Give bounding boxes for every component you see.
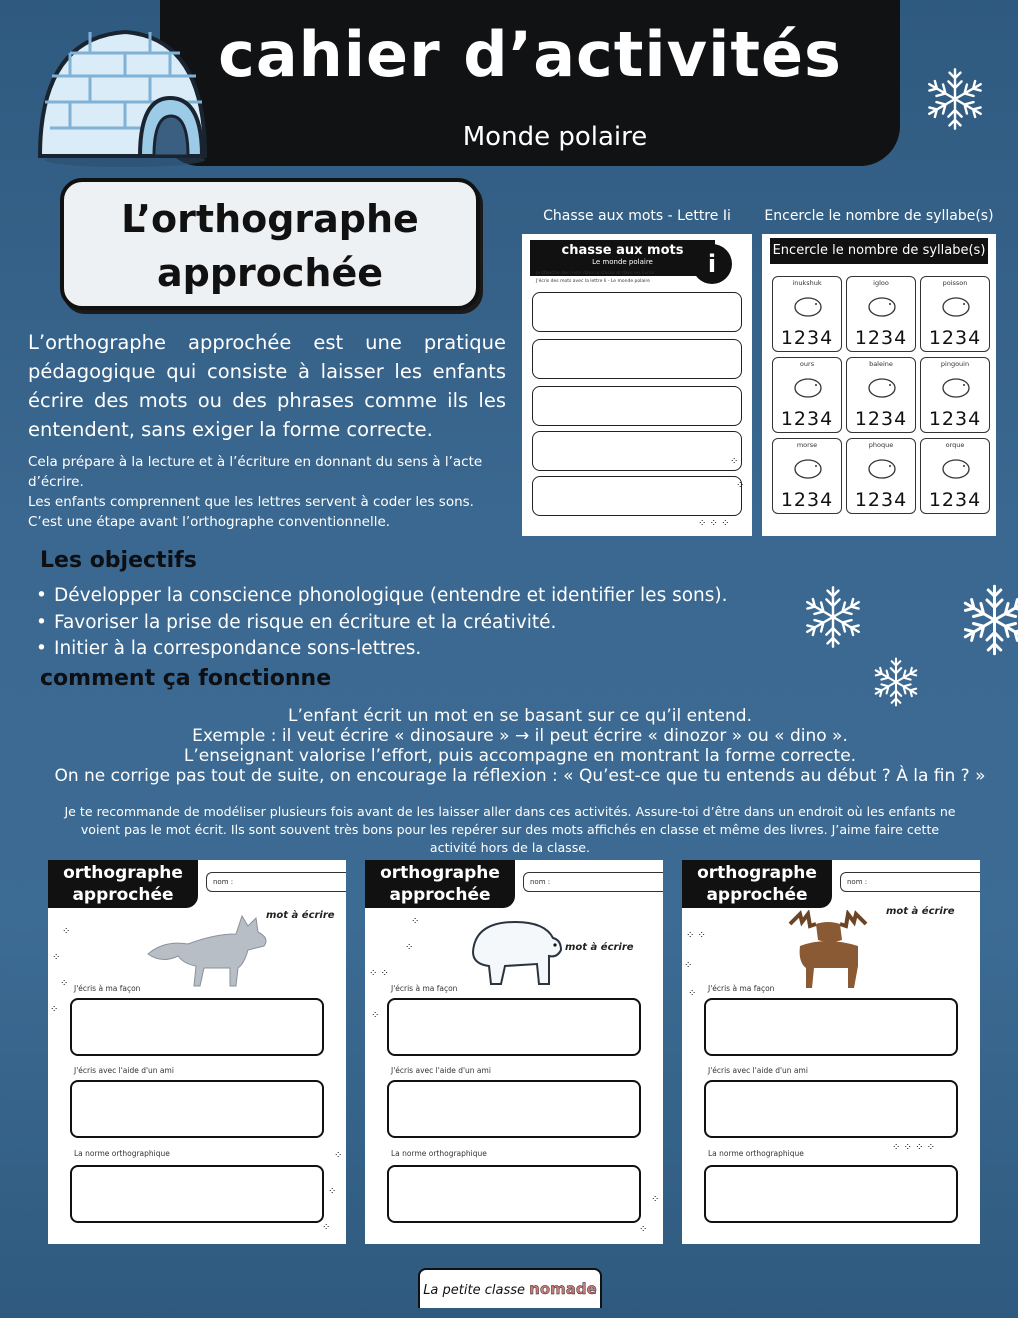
syllable-numbers: 1234 [780, 489, 834, 511]
objective-item: • Développer la conscience phonologique (entendre et identifier les sons). [36, 583, 756, 610]
animal-picture-icon [865, 290, 899, 320]
paw-print-icon: ⁘ [639, 1224, 648, 1235]
syllable-card [846, 438, 916, 514]
intro-detail-2: Les enfants comprennent que les lettres servent à coder les sons. [28, 494, 474, 510]
preview-letter-icon: i [692, 244, 732, 284]
preview-mots-box [532, 386, 742, 426]
recommendation-text: Je te recommande de modéliser plusieurs fois avant de les laisser aller dans ces activités. Assure-toi d’être dans un endroit où les enfants ne voient pas le mot écrit. Ils sont souvent très bons pour les repérer sur des mots affichés en classe et même des livres. J’aime faire cette activité hors de la classe. [64, 804, 956, 855]
animal-picture-icon [939, 371, 973, 401]
paw-print-icon: ⁘ [62, 926, 71, 937]
preview-label-syllabes: Encercle le nombre de syllabe(s) [764, 208, 994, 224]
paw-print-icon: ⁘ ⁘ [686, 930, 706, 941]
syllable-card-word: igloo [873, 279, 889, 287]
worksheet-label-3: La norme orthographique [708, 1149, 804, 1158]
animal-picture-icon [939, 452, 973, 482]
paw-print-icon: ⁘ ⁘ ⁘ [698, 518, 730, 529]
syllable-card [772, 276, 842, 352]
worksheet-answer-box [704, 1080, 958, 1138]
snowflake-icon [946, 570, 1018, 670]
worksheet-title [48, 860, 198, 908]
worksheet-title-1: orthographe [697, 863, 817, 883]
syllable-card [772, 357, 842, 433]
worksheet-answer-box [70, 998, 324, 1056]
preview-mots-instr-2: J'écris des mots avec la lettre Ii - Le monde polaire [536, 279, 650, 284]
polar-bear-icon [465, 912, 565, 988]
worksheet-label-2: J'écris avec l'aide d'un ami [708, 1066, 808, 1075]
syllable-card [920, 276, 990, 352]
page-subtitle: Monde polaire [462, 122, 648, 152]
syllable-numbers: 1234 [854, 327, 908, 349]
animal-picture-icon [865, 452, 899, 482]
paw-print-icon: ⁘ [328, 1186, 337, 1197]
syllable-card-word: phoque [868, 441, 894, 449]
animal-picture-icon [865, 371, 899, 401]
preview-mots-instructions [536, 270, 654, 286]
syllable-card-word: orque [945, 441, 965, 449]
syllable-numbers: 1234 [928, 489, 982, 511]
how-line-1: L’enfant écrit un mot en se basant sur ce qu’il entend. [288, 706, 752, 726]
worksheet-title-2: approchée [706, 885, 808, 905]
paw-print-icon: ⁘ [730, 456, 739, 467]
intro-details [28, 452, 518, 532]
paw-print-icon: ⁘ ⁘ ⁘ ⁘ [892, 1142, 936, 1153]
paw-print-icon: ⁘ [688, 988, 697, 999]
worksheet-answer-box [70, 1080, 324, 1138]
worksheet-answer-box [704, 1165, 958, 1223]
preview-mots-box [532, 431, 742, 471]
intro-detail-1: Cela prépare à la lecture et à l’écriture en donnant du sens à l’acte d’écrire. [28, 454, 483, 490]
moose-icon [786, 910, 870, 990]
syllable-card [772, 438, 842, 514]
animal-picture-icon [791, 452, 825, 482]
footer-brand-prefix: La petite classe [423, 1283, 525, 1298]
how-line-2: Exemple : il veut écrire « dinosaure » → il peut écrire « dinozor » ou « dino ». [192, 726, 848, 746]
page-title: cahier d’activités [218, 18, 842, 91]
syllable-numbers: 1234 [928, 408, 982, 430]
syllable-numbers: 1234 [854, 489, 908, 511]
objectives-list [36, 583, 756, 663]
how-line-3: L’enseignant valorise l’effort, puis accompagne en montrant la forme correcte. [183, 746, 857, 766]
animal-picture-icon [939, 290, 973, 320]
preview-mots-box [532, 476, 745, 516]
paw-print-icon: ⁘ [651, 1194, 660, 1205]
preview-syllabes [762, 234, 996, 536]
preview-mots-title: chasse aux mots [561, 243, 684, 258]
worksheet-answer-box [387, 1165, 641, 1223]
preview-mots-box [532, 292, 742, 332]
topic-title-box [60, 178, 480, 310]
worksheet-fox [48, 860, 346, 1244]
paw-print-icon: ⁘ [60, 978, 69, 989]
syllable-card-word: ours [799, 360, 815, 368]
fox-icon [144, 904, 274, 988]
worksheet-title-1: orthographe [380, 863, 500, 883]
worksheet-label-1: J'écris à ma façon [391, 984, 458, 993]
paw-print-icon: ⁘ [405, 942, 414, 953]
worksheet-title-2: approchée [389, 885, 491, 905]
objective-item: • Favoriser la prise de risque en écriture et la créativité. [36, 610, 756, 637]
preview-syl-header: Encercle le nombre de syllabe(s) [770, 238, 988, 264]
worksheet-answer-box [387, 1080, 641, 1138]
worksheet-answer-box [704, 998, 958, 1056]
topic-title-line2: approchée [156, 251, 383, 295]
worksheet-name-field: nom : [206, 872, 346, 892]
snowflake-icon [922, 66, 988, 132]
animal-picture-icon [791, 371, 825, 401]
worksheet-label-2: J'écris avec l'aide d'un ami [74, 1066, 174, 1075]
worksheet-label-2: J'écris avec l'aide d'un ami [391, 1066, 491, 1075]
syllable-card-word: poisson [942, 279, 968, 287]
objectives-heading: Les objectifs [40, 548, 197, 573]
intro-paragraph: L’orthographe approchée est une pratique pédagogique qui consiste à laisser les enfants écrire des mots ou des phrases comme ils les entendent, sans exiger la forme correcte. [28, 331, 506, 441]
topic-title-line1: L’orthographe [121, 197, 419, 241]
syllable-numbers: 1234 [780, 327, 834, 349]
snowflake-icon [870, 656, 922, 708]
syllable-card-word: morse [796, 441, 818, 449]
worksheet-name-field: nom : [840, 872, 980, 892]
syllable-numbers: 1234 [854, 408, 908, 430]
paw-print-icon: ⁘ [50, 1004, 59, 1015]
animal-picture-icon [791, 290, 825, 320]
objective-item: • Initier à la correspondance sons-lettres. [36, 636, 756, 663]
syllable-card [846, 276, 916, 352]
how-line-4: On ne corrige pas tout de suite, on encourage la réflexion : « Qu’est-ce que tu entends au début ? À la fin ? » [54, 766, 986, 786]
paw-print-icon: ⁘ [411, 916, 420, 927]
worksheet-polar-bear [365, 860, 663, 1244]
preview-mots-box [532, 339, 742, 379]
worksheet-moose [682, 860, 980, 1244]
syllable-card [846, 357, 916, 433]
worksheet-answer-box [70, 1165, 324, 1223]
how-heading: comment ça fonctionne [40, 666, 332, 691]
worksheet-answer-box [387, 998, 641, 1056]
worksheet-mot-label: mot à écrire [266, 910, 335, 921]
paw-print-icon: ⁘ [371, 1010, 380, 1021]
worksheet-title [365, 860, 515, 908]
syllable-numbers: 1234 [780, 408, 834, 430]
syllable-card [920, 438, 990, 514]
preview-mots-subtitle: Le monde polaire [592, 258, 653, 266]
paw-print-icon: ⁘ ⁘ [369, 968, 389, 979]
syllable-card-word: inukshuk [792, 279, 822, 287]
syllable-card [920, 357, 990, 433]
worksheet-label-3: La norme orthographique [391, 1149, 487, 1158]
worksheet-mot-label: mot à écrire [565, 942, 634, 953]
worksheet-title-1: orthographe [63, 863, 183, 883]
footer-brand-name: nomade [529, 1280, 597, 1298]
paw-print-icon: ⁘ [322, 1222, 331, 1233]
worksheet-mot-label: mot à écrire [886, 906, 955, 917]
paw-print-icon: ⁘ [684, 960, 693, 971]
syllable-numbers: 1234 [928, 327, 982, 349]
intro-detail-3: C’est une étape avant l’orthographe conventionnelle. [28, 514, 391, 530]
syllable-card-word: baleine [869, 360, 893, 368]
how-text [20, 706, 1018, 786]
worksheet-label-1: J'écris à ma façon [74, 984, 141, 993]
worksheet-title [682, 860, 832, 908]
worksheet-name-field: nom : [523, 872, 663, 892]
worksheet-label-3: La norme orthographique [74, 1149, 170, 1158]
footer-brand [418, 1268, 602, 1308]
preview-mots-instr-1: Je cherche des mots dans la classe et dans les livres [536, 271, 655, 276]
paw-print-icon: ⁘ [334, 1150, 343, 1161]
worksheet-label-1: J'écris à ma façon [708, 984, 775, 993]
syllable-card-word: pingouin [940, 360, 970, 368]
preview-label-mots: Chasse aux mots - Lettre Ii [543, 208, 731, 224]
snowflake-icon [800, 584, 866, 650]
paw-print-icon: ⁘ [736, 480, 745, 491]
paw-print-icon: ⁘ [52, 952, 61, 963]
worksheet-title-2: approchée [72, 885, 174, 905]
